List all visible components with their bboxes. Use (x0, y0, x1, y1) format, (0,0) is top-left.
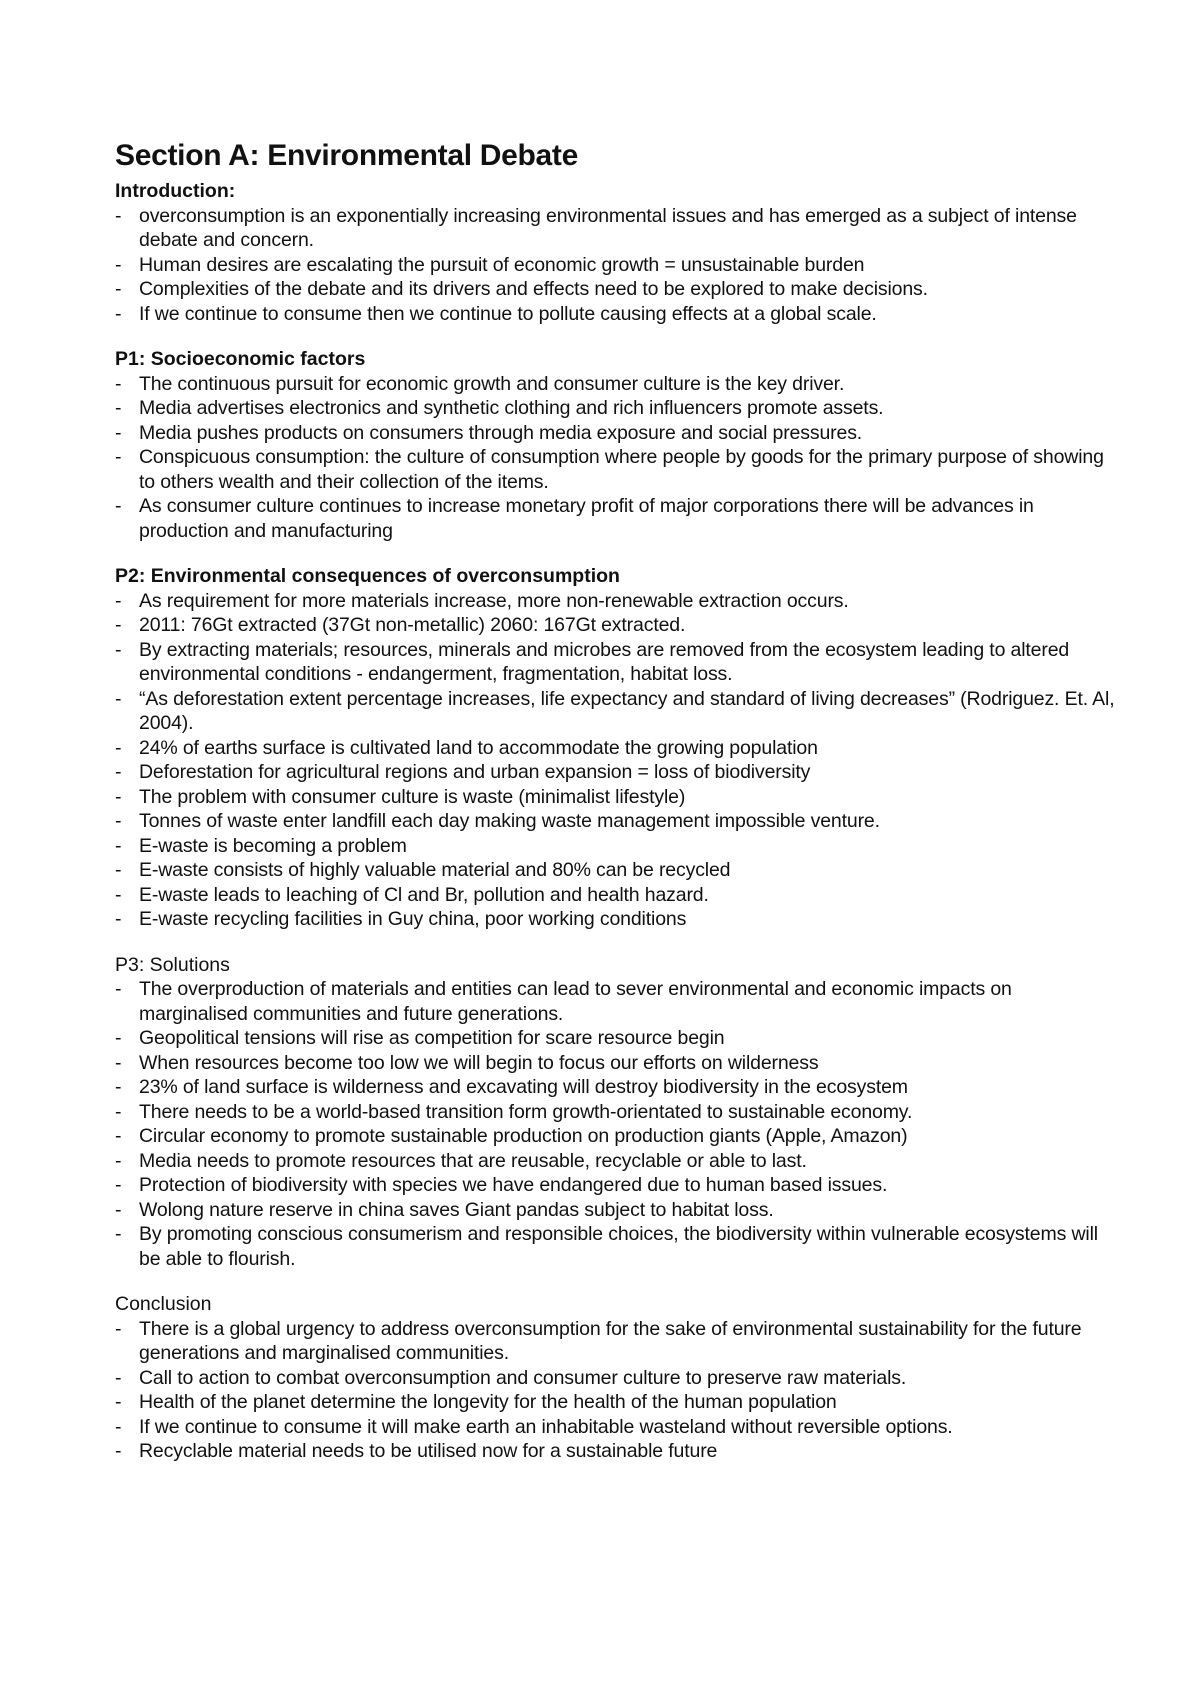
bullet-text: “As deforestation extent percentage increases, life expectancy and standard of living decreases” (Rodriguez. Et. Al, 2004). (139, 687, 1115, 734)
bullet-item (115, 253, 1115, 278)
dash-bullet-icon: - (115, 421, 122, 444)
dash-bullet-icon: - (115, 1051, 122, 1074)
bullet-item (115, 1198, 1115, 1223)
bullet-item (115, 1366, 1115, 1391)
bullet-text: There is a global urgency to address overconsumption for the sake of environmental sustainability for the future generations and marginalised communities. (139, 1317, 1082, 1364)
bullet-item (115, 883, 1115, 908)
dash-bullet-icon: - (115, 638, 122, 661)
dash-bullet-icon: - (115, 278, 122, 300)
dash-bullet-icon: - (115, 908, 122, 930)
bullet-list (115, 589, 1115, 932)
bullet-item (115, 1124, 1115, 1149)
bullet-text: E-waste recycling facilities in Guy china, poor working conditions (139, 908, 687, 930)
dash-bullet-icon: - (115, 495, 122, 517)
bullet-text: Media pushes products on consumers through media exposure and social pressures. (139, 421, 863, 444)
bullet-text: Conspicuous consumption: the culture of consumption where people by goods for the primary purpose of showing to others wealth and their collection of the items. (139, 446, 1104, 493)
bullet-text: As requirement for more materials increase, more non-renewable extraction occurs. (139, 589, 849, 612)
bullet-item (115, 1051, 1115, 1076)
dash-bullet-icon: - (115, 859, 122, 881)
dash-bullet-icon: - (115, 204, 122, 227)
bullet-list (115, 1317, 1115, 1464)
dash-bullet-icon: - (115, 253, 122, 276)
bullet-text: Health of the planet determine the longevity for the health of the human population (139, 1391, 837, 1413)
dash-bullet-icon: - (115, 785, 122, 808)
section-heading: P1: Socioeconomic factors (115, 348, 366, 370)
bullet-item (115, 736, 1115, 761)
dash-bullet-icon: - (115, 1076, 122, 1098)
dash-bullet-icon: - (115, 810, 122, 832)
bullet-item (115, 1415, 1115, 1440)
section-introduction (115, 179, 1115, 326)
bullet-item (115, 1149, 1115, 1174)
bullet-item (115, 858, 1115, 883)
bullet-item (115, 1390, 1115, 1415)
bullet-item (115, 302, 1115, 327)
dash-bullet-icon: - (115, 446, 122, 468)
bullet-item (115, 421, 1115, 446)
dash-bullet-icon: - (115, 687, 122, 710)
bullet-item (115, 907, 1115, 932)
bullet-text: The problem with consumer culture is waste (minimalist lifestyle) (139, 785, 686, 808)
bullet-text: 23% of land surface is wilderness and excavating will destroy biodiversity in the ecosystem (139, 1076, 908, 1098)
bullet-text: The overproduction of materials and entities can lead to sever environmental and economic impacts on marginalised communities and future generations. (139, 978, 1012, 1025)
bullet-text: Tonnes of waste enter landfill each day making waste management impossible venture. (139, 810, 880, 832)
bullet-text: As consumer culture continues to increase monetary profit of major corporations there will be advances in production and manufacturing (139, 495, 1034, 542)
bullet-item (115, 638, 1115, 687)
section-p3-solutions (115, 953, 1115, 1272)
bullet-item (115, 1173, 1115, 1198)
bullet-item (115, 977, 1115, 1026)
bullet-text: E-waste is becoming a problem (139, 834, 407, 857)
sections-container (115, 179, 1115, 1464)
bullet-text: Human desires are escalating the pursuit of economic growth = unsustainable burden (139, 253, 865, 276)
dash-bullet-icon: - (115, 736, 122, 759)
section-heading: P2: Environmental consequences of overconsumption (115, 565, 620, 587)
dash-bullet-icon: - (115, 1223, 122, 1245)
bullet-item (115, 277, 1115, 302)
bullet-text: The continuous pursuit for economic growth and consumer culture is the key driver. (139, 372, 845, 395)
bullet-item (115, 760, 1115, 785)
bullet-item (115, 1100, 1115, 1125)
bullet-item (115, 1222, 1115, 1271)
bullet-text: There needs to be a world-based transition form growth-orientated to sustainable economy. (139, 1100, 913, 1123)
dash-bullet-icon: - (115, 761, 122, 783)
dash-bullet-icon: - (115, 1125, 122, 1147)
bullet-text: Recyclable material needs to be utilised now for a sustainable future (139, 1440, 718, 1462)
bullet-item (115, 1026, 1115, 1051)
bullet-text: Call to action to combat overconsumption and consumer culture to preserve raw materials. (139, 1366, 907, 1389)
bullet-text: overconsumption is an exponentially increasing environmental issues and has emerged as a subject of intense debate and concern. (139, 204, 1077, 251)
section-p2-environmental-consequences (115, 564, 1115, 932)
bullet-item (115, 372, 1115, 397)
bullet-text: 2011: 76Gt extracted (37Gt non-metallic) 2060: 167Gt extracted. (139, 614, 686, 636)
dash-bullet-icon: - (115, 1174, 122, 1196)
bullet-text: Deforestation for agricultural regions and urban expansion = loss of biodiversity (139, 761, 811, 783)
bullet-text: When resources become too low we will begin to focus our efforts on wilderness (139, 1051, 819, 1074)
bullet-item (115, 1317, 1115, 1366)
dash-bullet-icon: - (115, 883, 122, 906)
dash-bullet-icon: - (115, 397, 122, 419)
bullet-item (115, 785, 1115, 810)
section-conclusion (115, 1292, 1115, 1464)
bullet-list (115, 204, 1115, 327)
bullet-text: If we continue to consume then we continue to pollute causing effects at a global scale. (139, 302, 877, 325)
dash-bullet-icon: - (115, 302, 122, 325)
dash-bullet-icon: - (115, 1027, 122, 1049)
bullet-text: Wolong nature reserve in china saves Giant pandas subject to habitat loss. (139, 1198, 774, 1221)
dash-bullet-icon: - (115, 1198, 122, 1221)
bullet-item (115, 396, 1115, 421)
bullet-text: Media needs to promote resources that are reusable, recyclable or able to last. (139, 1149, 807, 1172)
bullet-item (115, 445, 1115, 494)
dash-bullet-icon: - (115, 1317, 122, 1340)
dash-bullet-icon: - (115, 1366, 122, 1389)
page-title: Section A: Environmental Debate (115, 139, 579, 172)
bullet-text: If we continue to consume it will make earth an inhabitable wasteland without reversible options. (139, 1415, 953, 1438)
bullet-text: Geopolitical tensions will rise as competition for scare resource begin (139, 1027, 725, 1049)
bullet-text: Media advertises electronics and synthetic clothing and rich influencers promote assets. (139, 397, 884, 419)
dash-bullet-icon: - (115, 1391, 122, 1413)
bullet-text: 24% of earths surface is cultivated land to accommodate the growing population (139, 736, 818, 759)
dash-bullet-icon: - (115, 1415, 122, 1438)
section-p1-socioeconomic-factors (115, 347, 1115, 543)
bullet-list (115, 977, 1115, 1271)
section-heading: P3: Solutions (115, 953, 230, 976)
dash-bullet-icon: - (115, 1440, 122, 1462)
bullet-item (115, 1439, 1115, 1464)
bullet-text: E-waste leads to leaching of Cl and Br, pollution and health hazard. (139, 883, 709, 906)
bullet-item (115, 1075, 1115, 1100)
bullet-item (115, 834, 1115, 859)
bullet-item (115, 687, 1115, 736)
section-heading: Introduction: (115, 180, 236, 202)
dash-bullet-icon: - (115, 372, 122, 395)
bullet-text: By extracting materials; resources, minerals and microbes are removed from the ecosystem leading to altered environmental conditions - endangerment, fragmentation, habitat loss. (139, 638, 1070, 685)
dash-bullet-icon: - (115, 589, 122, 612)
bullet-item (115, 613, 1115, 638)
bullet-item (115, 494, 1115, 543)
bullet-text: Protection of biodiversity with species we have endangered due to human based issues. (139, 1174, 888, 1196)
dash-bullet-icon: - (115, 978, 122, 1000)
bullet-text: By promoting conscious consumerism and responsible choices, the biodiversity within vulnerable ecosystems will be able to flourish. (139, 1223, 1098, 1270)
dash-bullet-icon: - (115, 834, 122, 857)
dash-bullet-icon: - (115, 1100, 122, 1123)
bullet-item (115, 589, 1115, 614)
dash-bullet-icon: - (115, 1149, 122, 1172)
bullet-text: E-waste consists of highly valuable material and 80% can be recycled (139, 859, 731, 881)
bullet-list (115, 372, 1115, 544)
bullet-text: Circular economy to promote sustainable production on production giants (Apple, Amazon) (139, 1125, 908, 1147)
dash-bullet-icon: - (115, 614, 122, 636)
document-page (115, 138, 1115, 1485)
bullet-text: Complexities of the debate and its drivers and effects need to be explored to make decisions. (139, 278, 928, 300)
bullet-item (115, 204, 1115, 253)
bullet-item (115, 809, 1115, 834)
section-heading: Conclusion (115, 1293, 212, 1315)
